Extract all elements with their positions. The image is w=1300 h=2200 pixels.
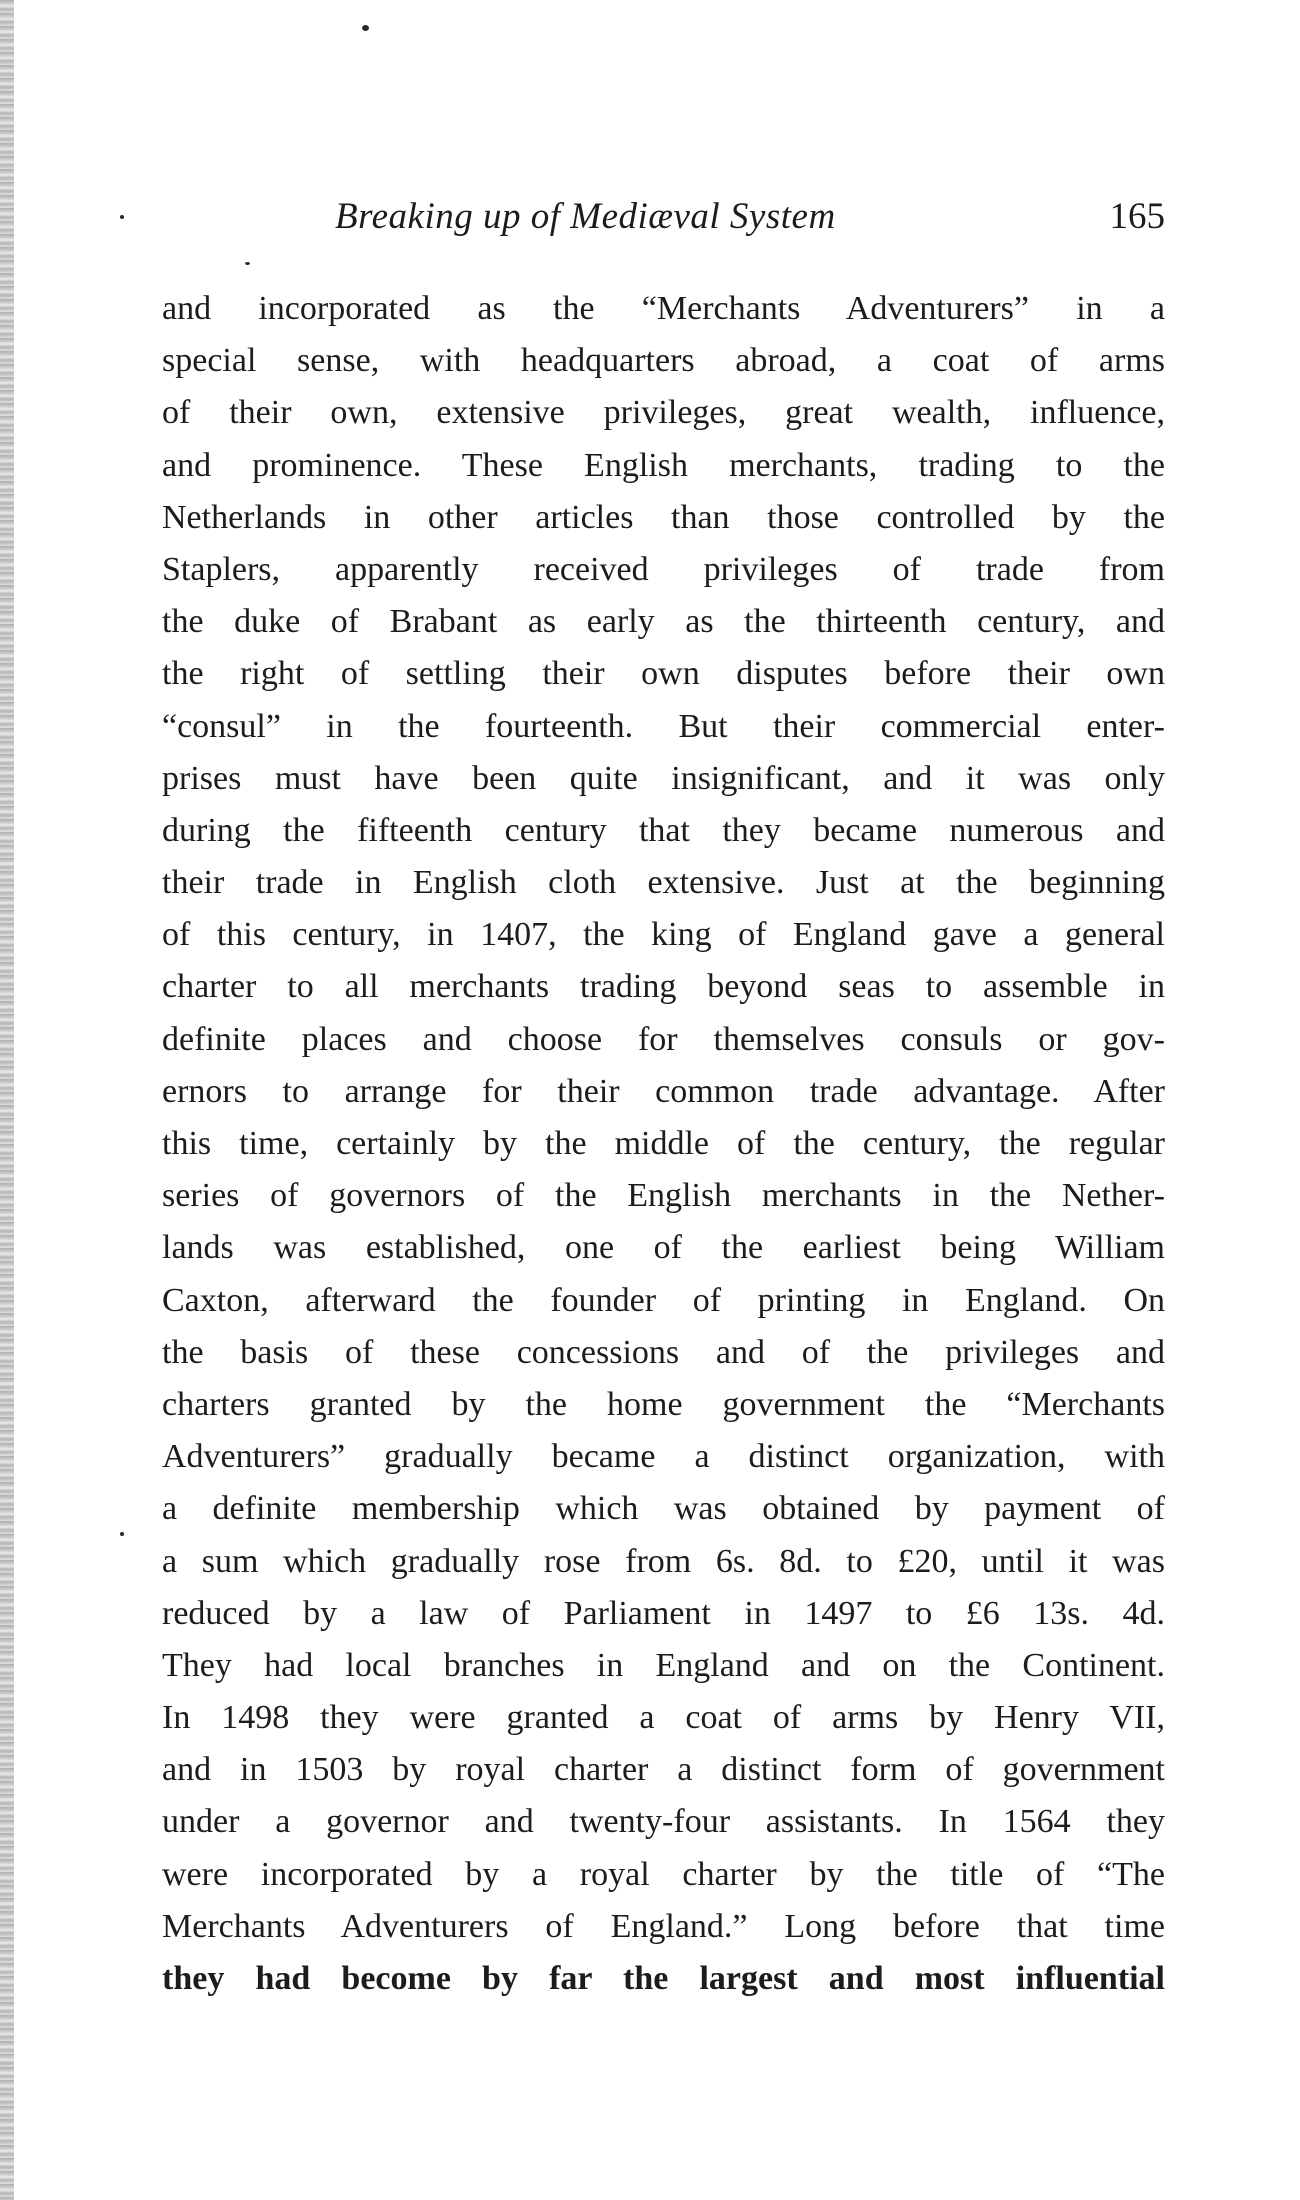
body-text (162, 283, 1165, 2005)
ink-speck (362, 25, 369, 31)
running-title: Breaking up of Mediæval System (335, 196, 836, 237)
text-line: the basis of these concessions and of the privileges and (162, 1333, 1165, 1371)
text-line: of their own, extensive privileges, great wealth, influence, (162, 394, 1165, 432)
text-line: the duke of Brabant as early as the thirteenth century, and (162, 603, 1165, 641)
text-line: Adventurers” gradually became a distinct organization, with (162, 1438, 1165, 1476)
text-line: a definite membership which was obtained by payment of (162, 1490, 1165, 1528)
text-line: their trade in English cloth extensive. Just at the beginning (162, 864, 1165, 902)
text-line: were incorporated by a royal charter by the title of “The (162, 1855, 1165, 1893)
text-line: they had become by far the largest and most influential (162, 1960, 1165, 1997)
page-number: 165 (1109, 196, 1165, 237)
text-line: charters granted by the home government the “Merchants (162, 1385, 1165, 1423)
text-line: series of governors of the English merchants in the Nether- (162, 1177, 1165, 1215)
text-line: Merchants Adventurers of England.” Long before that time (162, 1907, 1165, 1945)
text-line: definite places and choose for themselves consuls or gov- (162, 1020, 1165, 1058)
text-line: special sense, with headquarters abroad, a coat of arms (162, 342, 1165, 380)
ink-speck (245, 262, 250, 265)
text-line: “consul” in the fourteenth. But their commercial enter- (162, 707, 1165, 745)
text-line: ernors to arrange for their common trade advantage. After (162, 1072, 1165, 1110)
text-line: and incorporated as the “Merchants Adventurers” in a (162, 290, 1165, 327)
text-line: of this century, in 1407, the king of England gave a general (162, 916, 1165, 954)
text-line: Caxton, afterward the founder of printing in England. On (162, 1281, 1165, 1319)
text-line: the right of settling their own disputes before their own (162, 655, 1165, 693)
ink-speck (120, 1532, 124, 1536)
text-line: Netherlands in other articles than those controlled by the (162, 498, 1165, 536)
running-head (160, 195, 1165, 247)
text-line: and in 1503 by royal charter a distinct form of government (162, 1751, 1165, 1789)
text-line: charter to all merchants trading beyond seas to assemble in (162, 968, 1165, 1006)
ink-speck (120, 215, 124, 219)
text-line: They had local branches in England and on the Continent. (162, 1646, 1165, 1684)
text-line: reduced by a law of Parliament in 1497 to £6 13s. 4d. (162, 1594, 1165, 1632)
text-line: and prominence. These English merchants, trading to the (162, 446, 1165, 484)
text-line: In 1498 they were granted a coat of arms by Henry VII, (162, 1699, 1165, 1737)
text-line: Staplers, apparently received privileges of trade from (162, 550, 1165, 588)
text-line: during the fifteenth century that they became numerous and (162, 811, 1165, 849)
text-line: this time, certainly by the middle of the century, the regular (162, 1125, 1165, 1162)
text-line: under a governor and twenty-four assistants. In 1564 they (162, 1803, 1165, 1841)
binding-edge (0, 0, 14, 2200)
text-line: a sum which gradually rose from 6s. 8d. to £20, until it was (162, 1542, 1165, 1580)
text-line: prises must have been quite insignificant, and it was only (162, 759, 1165, 797)
text-line: lands was established, one of the earliest being William (162, 1229, 1165, 1267)
